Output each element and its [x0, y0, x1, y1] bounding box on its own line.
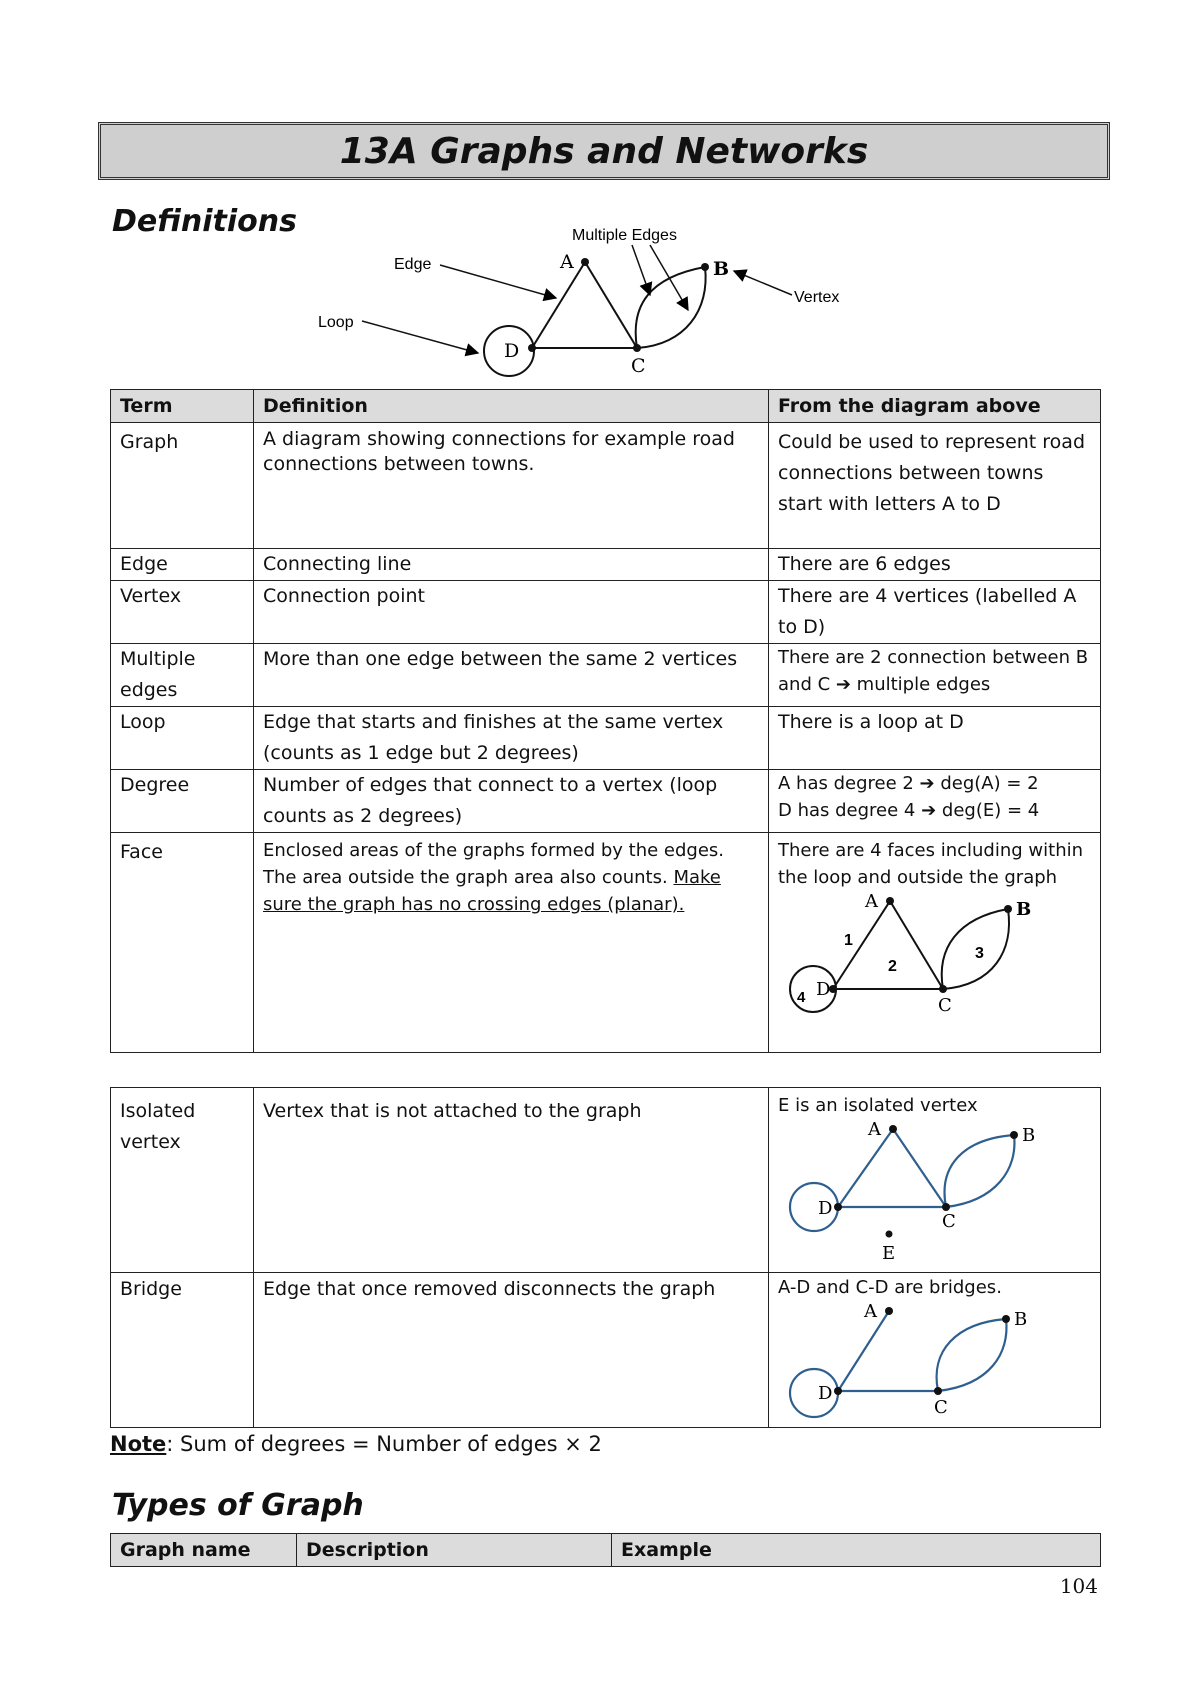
example-cell — [769, 1273, 1101, 1428]
vertex-label-c: C — [631, 355, 646, 377]
definitions-table — [110, 389, 1101, 1053]
edge-a-d — [532, 262, 585, 348]
header-definition: Definition — [254, 390, 769, 423]
definition-cell: More than one edge between the same 2 vertices — [254, 644, 769, 707]
label-vertex: Vertex — [794, 289, 840, 306]
face-vertex-label-d: D — [816, 979, 831, 1000]
header-example: From the diagram above — [769, 390, 1101, 423]
title-banner — [98, 122, 1110, 180]
example-cell: There are 2 connection between B and C ➔ multiple edges — [769, 644, 1101, 707]
definition-cell: Connection point — [254, 581, 769, 644]
page-title: 13A Graphs and Networks — [339, 130, 869, 172]
arrow-multiple-2 — [650, 245, 688, 310]
section-heading-types-of-graph: Types of Graph — [112, 1488, 364, 1523]
isolated-vertex-label-d: D — [818, 1198, 833, 1219]
definition-cell: Vertex that is not attached to the graph — [254, 1088, 769, 1273]
section-heading-definitions: Definitions — [112, 204, 297, 239]
vertex-d — [528, 344, 536, 352]
bridge-vertex-label-b: B — [1014, 1309, 1028, 1330]
label-loop: Loop — [318, 314, 354, 331]
arrow-loop — [362, 321, 478, 353]
bridge-vertex-label-d: D — [818, 1383, 833, 1404]
vertex-label-a: A — [560, 251, 574, 273]
isolated-vertex-diagram — [778, 1121, 1078, 1267]
definitions-table-2 — [110, 1087, 1101, 1428]
term-cell: Multiple edges — [111, 644, 254, 707]
bridge-diagram — [778, 1303, 1078, 1419]
face-example-text: There are 4 faces including within the loop and outside the graph — [778, 840, 1084, 888]
isolated-vertex-label-a: A — [868, 1121, 881, 1140]
definition-cell: Connecting line — [254, 549, 769, 581]
definition-cell — [254, 833, 769, 1053]
example-cell — [769, 1088, 1101, 1273]
table-row — [111, 549, 1101, 581]
page-number: 104 — [1059, 1574, 1098, 1598]
face-definition-text: Enclosed areas of the graphs formed by the edges. The area outside the graph area also counts. — [263, 840, 725, 888]
definition-cell: A diagram showing connections for example road connections between towns. — [254, 423, 769, 549]
face-vertex-label-a: A — [865, 893, 878, 912]
degree-example-line-2: D has degree 4 ➔ deg(E) = 4 — [778, 800, 1040, 821]
bridge-example-text: A-D and C-D are bridges. — [778, 1277, 1002, 1298]
vertex-c — [633, 344, 641, 352]
vertex-a — [581, 258, 589, 266]
example-cell — [769, 833, 1101, 1053]
isolated-vertex-label-b: B — [1022, 1125, 1036, 1146]
table-header-row — [111, 390, 1101, 423]
face-number-1: 1 — [844, 932, 853, 949]
isolated-example-text: E is an isolated vertex — [778, 1095, 978, 1116]
edge-b-c-outer — [637, 267, 706, 348]
vertex-label-b: B — [713, 258, 730, 280]
table-row — [111, 707, 1101, 770]
face-number-4: 4 — [797, 989, 806, 1006]
example-cell: There are 6 edges — [769, 549, 1101, 581]
vertex-b — [701, 263, 709, 271]
faces-diagram — [778, 893, 1078, 1021]
term-cell: Graph — [111, 423, 254, 549]
table-header-row — [111, 1534, 1101, 1567]
header-term: Term — [111, 390, 254, 423]
table-row — [111, 581, 1101, 644]
term-cell: Edge — [111, 549, 254, 581]
arrow-edge — [440, 265, 556, 298]
example-cell: There are 4 vertices (labelled A to D) — [769, 581, 1101, 644]
table-row — [111, 1088, 1101, 1273]
degree-example-line-1: A has degree 2 ➔ deg(A) = 2 — [778, 773, 1039, 794]
vertex-label-d: D — [504, 340, 520, 362]
label-multiple-edges: Multiple Edges — [572, 227, 677, 244]
table-row — [111, 644, 1101, 707]
term-cell: Isolated vertex — [111, 1088, 254, 1273]
definition-cell: Edge that starts and finishes at the same vertex (counts as 1 edge but 2 degrees) — [254, 707, 769, 770]
arrow-vertex — [734, 271, 792, 295]
face-number-3: 3 — [975, 945, 984, 962]
bridge-vertex-label-a: A — [864, 1303, 877, 1322]
types-of-graph-table — [110, 1533, 1101, 1567]
face-vertex-label-c: C — [938, 995, 952, 1016]
term-cell: Face — [111, 833, 254, 1053]
term-cell: Loop — [111, 707, 254, 770]
isolated-vertex-label-c: C — [942, 1211, 956, 1232]
header-graph-name: Graph name — [111, 1534, 297, 1567]
arrow-multiple-1 — [632, 245, 650, 295]
isolated-vertex-label-e: E — [882, 1243, 896, 1264]
table-row — [111, 423, 1101, 549]
face-number-2: 2 — [888, 958, 897, 975]
term-cell: Bridge — [111, 1273, 254, 1428]
example-cell: Could be used to represent road connections between towns start with letters A to D — [769, 423, 1101, 549]
note-text: : Sum of degrees = Number of edges × 2 — [166, 1432, 602, 1456]
face-vertex-label-b: B — [1016, 899, 1032, 920]
edge-a-c — [585, 262, 637, 348]
graph-diagram — [300, 215, 860, 385]
table-row — [111, 833, 1101, 1053]
header-example: Example — [612, 1534, 1101, 1567]
bridge-vertex-label-c: C — [934, 1397, 948, 1418]
note-label: Note — [110, 1432, 167, 1456]
table-row — [111, 1273, 1101, 1428]
table-row — [111, 770, 1101, 833]
header-description: Description — [297, 1534, 612, 1567]
term-cell: Degree — [111, 770, 254, 833]
example-cell: There is a loop at D — [769, 707, 1101, 770]
face-definition-planar-note: Make sure the graph has no crossing edges (planar). — [263, 867, 721, 915]
example-cell — [769, 770, 1101, 833]
note-line — [110, 1432, 602, 1456]
label-edge: Edge — [394, 256, 432, 273]
definition-cell: Number of edges that connect to a vertex (loop counts as 2 degrees) — [254, 770, 769, 833]
definition-cell: Edge that once removed disconnects the graph — [254, 1273, 769, 1428]
term-cell: Vertex — [111, 581, 254, 644]
